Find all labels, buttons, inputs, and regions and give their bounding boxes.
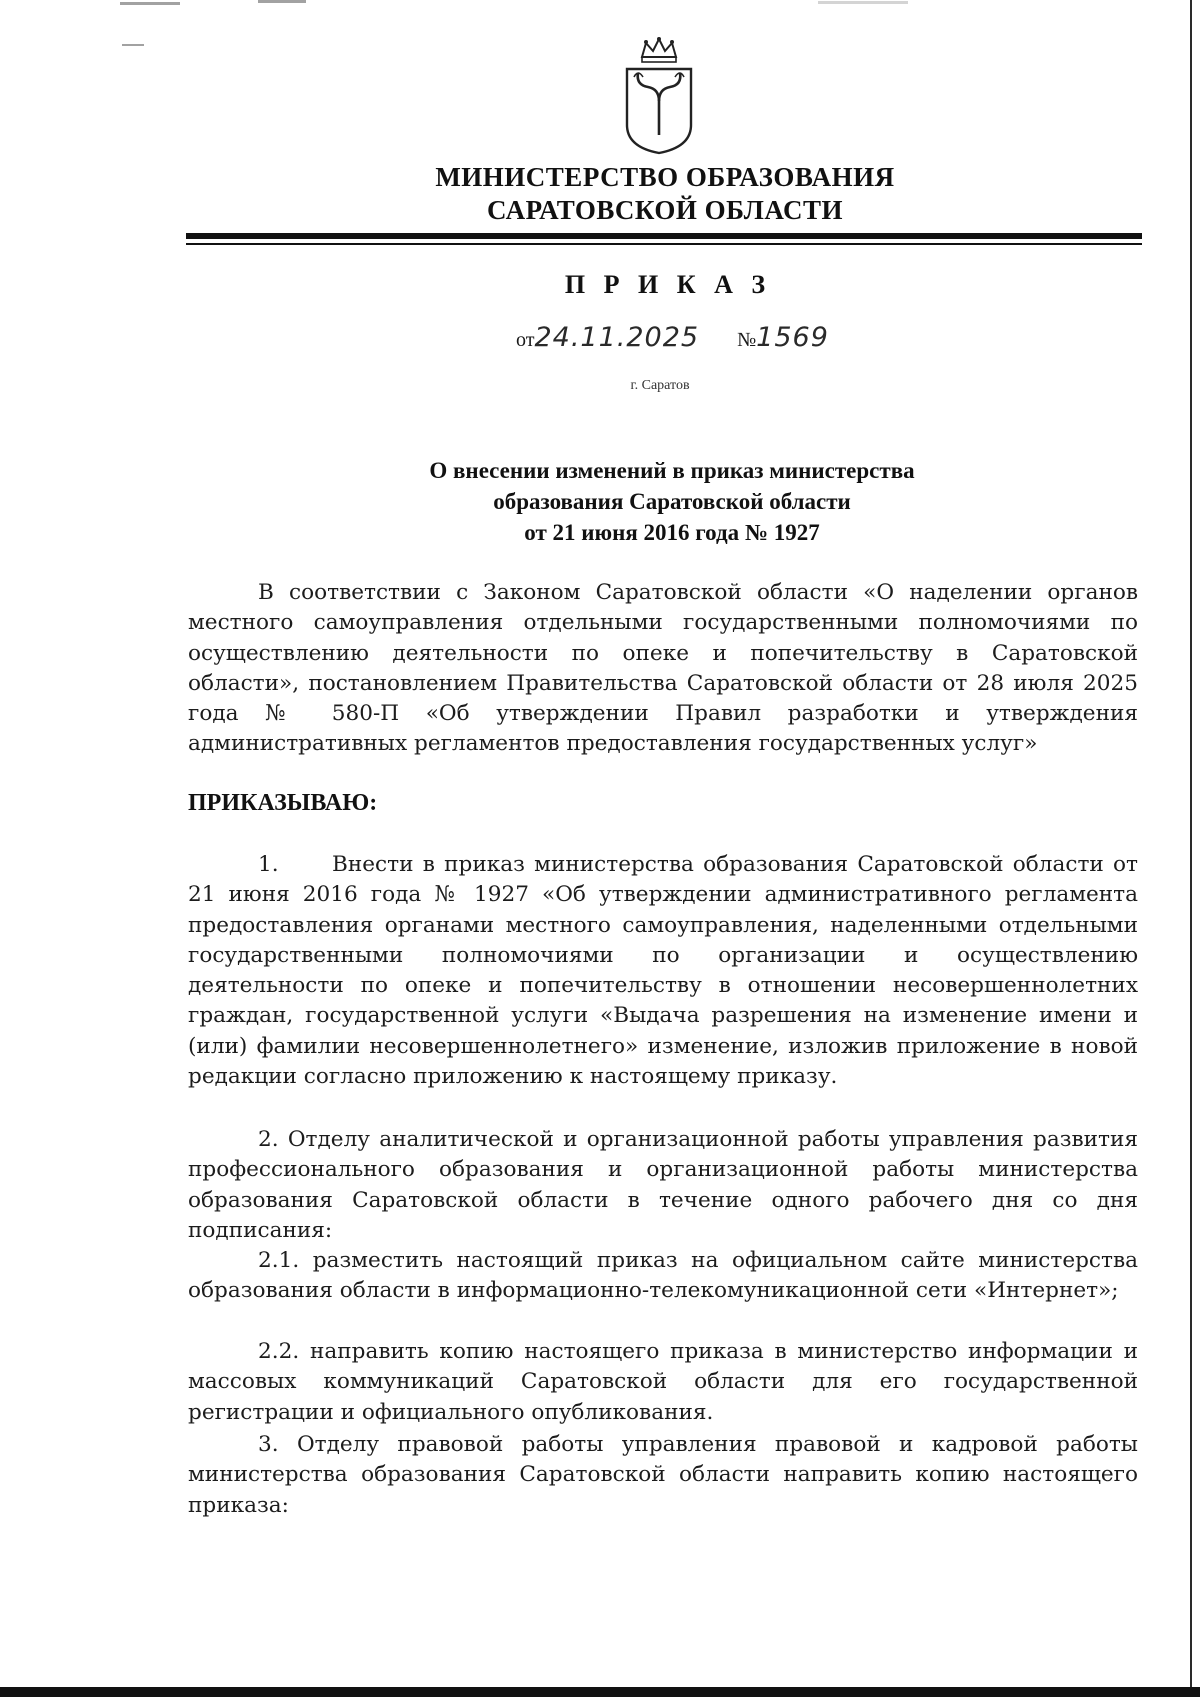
ministry-name [0,161,1200,227]
order-item [188,1125,1138,1246]
city: г. Саратов [630,378,690,393]
order-title: П Р И К А З [564,270,772,299]
directive-heading: ПРИКАЗЫВАЮ: [188,790,378,816]
subject-line-2: образования Саратовской области [493,489,851,514]
order-date-number [516,322,829,353]
item-number: 2.2. [258,1339,300,1364]
order-item [188,1337,1138,1428]
scan-artifact [122,44,144,46]
header-divider [186,243,1142,245]
scan-edge [0,1687,1200,1697]
number-prefix: № [737,329,757,351]
scan-edge [1190,0,1192,1697]
date-prefix: от [516,329,535,351]
order-item [188,1246,1138,1307]
subject-line-3: от 21 июня 2016 года № 1927 [524,520,820,545]
item-number: 3. [258,1432,279,1457]
item-text: направить копию настоящего приказа в министерство информации и массовых коммуникаций Саратовской области для его государственной регистрации и официального опубликования. [188,1339,1138,1425]
subject-line-1: О внесении изменений в приказ министерства [429,458,915,483]
handwritten-number: 1569 [756,322,829,353]
order-subject [0,455,1200,548]
scan-artifact [258,0,306,3]
item-text: Отделу правовой работы управления правовой и кадровой работы министерства образования Саратовской области направить копию настоящего приказа: [188,1432,1138,1518]
item-text: Внести в приказ министерства образования Саратовской области от 21 июня 2016 года № 1927 «Об утверждении административного регламента предоставления органами местного самоуправления, наделенными отдельными государственными полномочиями по организации и осуществлению деятельности по опеке и попечительству в отношении несовершеннолетних граждан, государственной услуги «Выдача разрешения на изменение имени и (или) фамилии несовершеннолетнего» изменение, изложив приложение в новой редакции согласно приложению к настоящему приказу. [188,852,1138,1090]
item-number: 2. [258,1127,279,1152]
scan-artifact [818,1,908,4]
order-item [188,850,1138,1092]
scan-artifact [120,2,180,5]
item-number: 1. [258,852,279,877]
item-number: 2.1. [258,1248,300,1273]
header-divider [186,233,1142,239]
ministry-line-1: МИНИСТЕРСТВО ОБРАЗОВАНИЯ [435,162,895,192]
item-text: разместить настоящий приказ на официальном сайте министерства образования области в информационно-телекомуникационной сети «Интернет»; [188,1248,1138,1304]
handwritten-date: 24.11.2025 [534,322,700,353]
item-text: Отделу аналитической и организационной работы управления развития профессионального образования и организационной работы министерства образования Саратовской области в течение одного рабочего дня со дня подписания: [188,1127,1138,1243]
ministry-line-2: САРАТОВСКОЙ ОБЛАСТИ [486,195,844,225]
order-item [188,1430,1138,1521]
coat-of-arms-icon [624,37,694,155]
preamble-paragraph: В соответствии с Законом Саратовской области «О наделении органов местного самоуправления отдельными государственными полномочиями по осуществлению деятельности по опеке и попечительству в Саратовской области», постановлением Правительства Саратовской области от 28 июля 2025 года № 580-П «Об утверждении Правил разработки и утверждения административных регламентов предоставления государственных услуг» [188,580,1138,757]
